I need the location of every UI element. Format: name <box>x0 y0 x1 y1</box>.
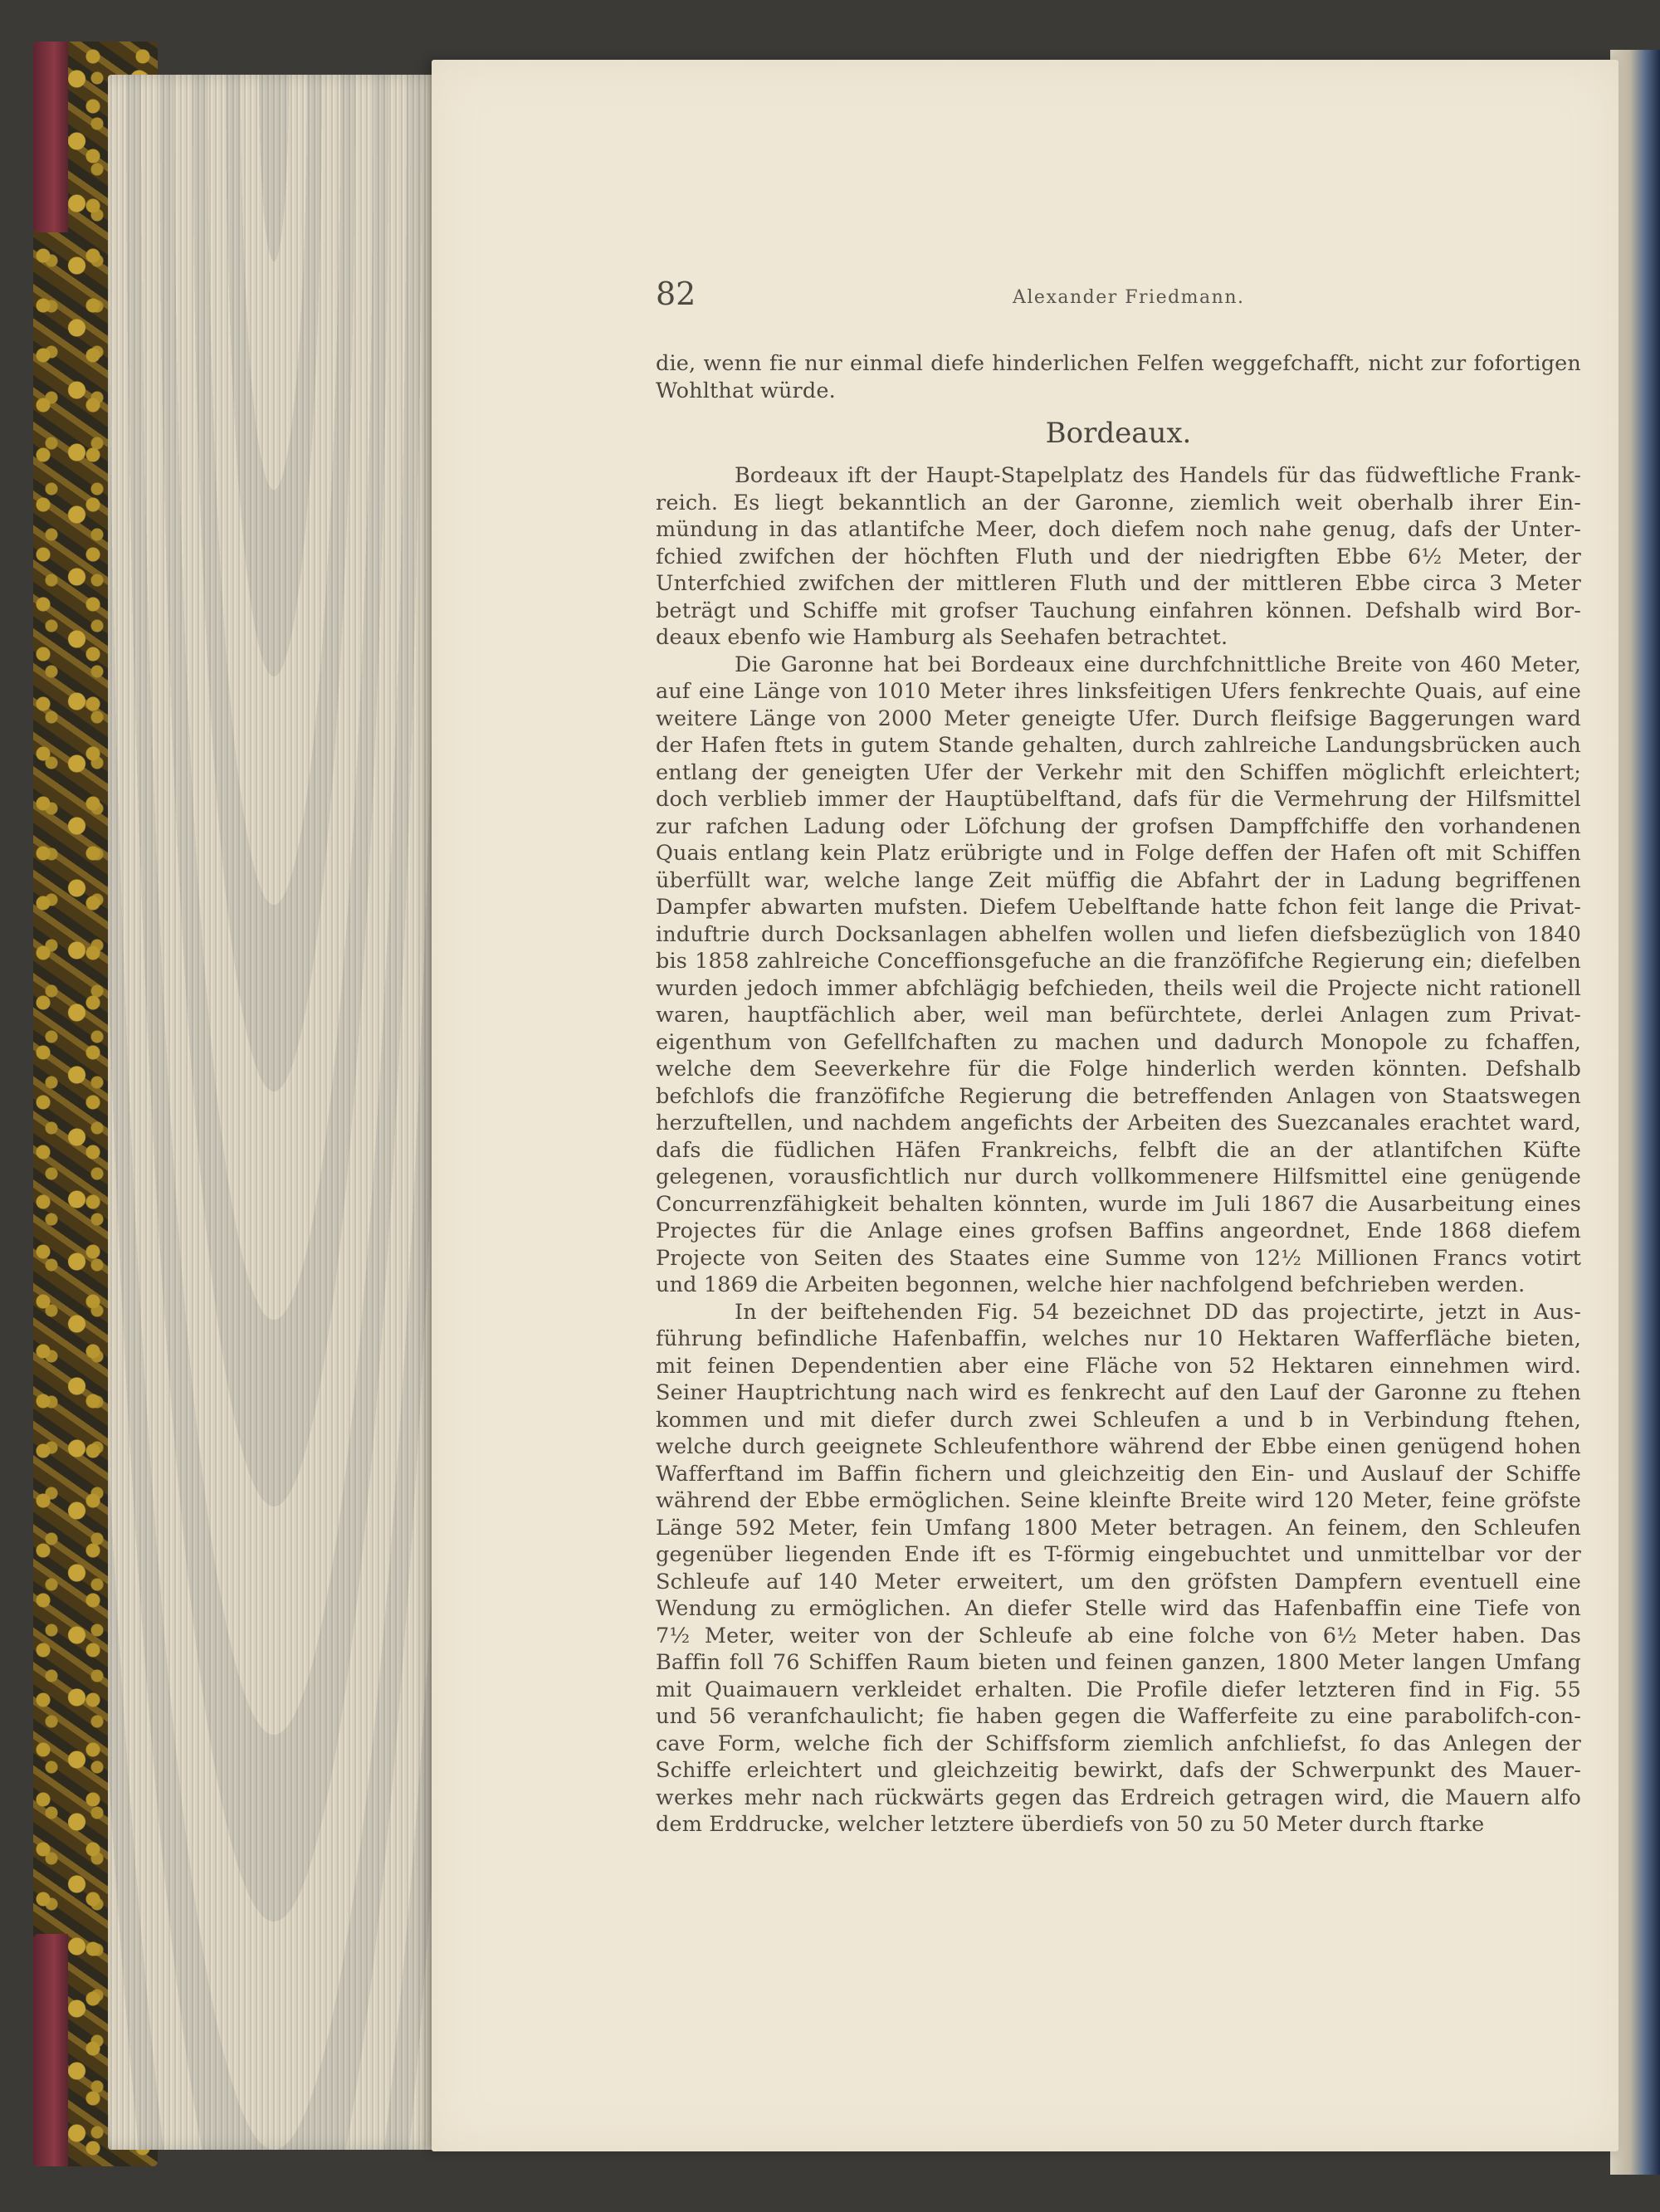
text-line: Unterfchied zwifchen der mittleren Fluth und der mittleren Ebbe circa 3 Meter <box>656 571 1581 596</box>
text-line: welche dem Seeverkehre für die Folge hinderlich werden könnten. Defshalb <box>656 1057 1581 1082</box>
text-line: überfüllt war, welche lange Zeit müffig die Abfahrt der in Ladung begriffenen <box>656 867 1581 893</box>
text-line: Dampfer abwarten mufsten. Diefem Uebelftande hatte fchon feit lange die Privat- <box>656 895 1581 920</box>
text-line: Wendung zu ermöglichen. An diefer Stelle wird das Hafenbaffin eine Tiefe von <box>656 1596 1581 1621</box>
text-line: deaux ebenfo wie Hamburg als Seehafen betrachtet. <box>656 625 1228 650</box>
text-line: dem Erddrucke, welcher letztere überdiefs von 50 zu 50 Meter durch ftarke <box>656 1812 1485 1837</box>
text-line: führung befindliche Hafenbaffin, welches nur 10 Hektaren Wafferfläche bieten, <box>656 1326 1581 1351</box>
text-line: werkes mehr nach rückwärts gegen das Erdreich getragen wird, die Mauern alfo <box>656 1785 1581 1810</box>
spine-corner-top <box>33 42 68 232</box>
text-line: fchied zwifchen der höchften Fluth und der niedrigften Ebbe 6½ Meter, der <box>656 544 1581 569</box>
text-line: mündung in das atlantifche Meer, doch diefem noch nahe genug, dafs der Unter- <box>656 517 1581 542</box>
text-line: 7½ Meter, weiter von der Schleufe ab eine folche von 6½ Meter haben. Das <box>656 1623 1581 1648</box>
text-line: In der beiftehenden Fig. 54 bezeichnet DD das projectirte, jetzt in Aus- <box>735 1299 1581 1325</box>
text-line: Wafferftand im Baffin fichern und gleichzeitig den Ein- und Auslauf der Schiffe <box>656 1461 1581 1487</box>
text-line: induftrie durch Docksanlagen abhelfen wollen und liefen diefsbezüglich von 1840 <box>656 921 1581 947</box>
text-line: Quais entlang kein Platz erübrigte und in Folge deffen der Hafen oft mit Schiffen <box>656 841 1581 866</box>
text-line: Bordeaux ift der Haupt-Stapelplatz des Handels für das füdweftliche Frank- <box>735 463 1581 488</box>
text-line: befchlofs die franzöfifche Regierung die betreffenden Anlagen von Staatswegen <box>656 1083 1581 1109</box>
text-line: zur rafchen Ladung oder Löfchung der grofsen Dampffchiffe den vorhandenen <box>656 813 1581 839</box>
continuation-text <box>656 350 1581 404</box>
section-title: Bordeaux. <box>1045 417 1192 450</box>
text-line: Länge 592 Meter, fein Umfang 1800 Meter betragen. An feinem, den Schleufen <box>656 1515 1581 1541</box>
page-content <box>656 276 1581 1838</box>
text-line: cave Form, welche fich der Schiffsform ziemlich anfchliefst, fo das Anlegen der <box>656 1731 1581 1756</box>
running-head: Alexander Friedmann. <box>1013 287 1245 308</box>
text-line: gegenüber liegenden Ende ift es T-förmig eingebuchtet und unmittelbar vor der <box>656 1542 1581 1567</box>
text-line: Schleufe auf 140 Meter erweitert, um den gröfsten Dampfern eventuell eine <box>656 1569 1581 1594</box>
text-line: welche durch geeignete Schleufenthore während der Ebbe einen genügend hohen <box>656 1434 1581 1459</box>
page-edges <box>108 75 440 2150</box>
body-text <box>656 462 1581 1838</box>
text-line: die, wenn fie nur einmal diefe hinderlichen Felfen weggefchafft, nicht zur fofortigen <box>656 351 1581 376</box>
text-line: Projectes für die Anlage eines grofsen Baffins angeordnet, Ende 1868 diefem <box>656 1218 1581 1243</box>
text-line: bis 1858 zahlreiche Conceffionsgefuche an die franzöfifche Regierung ein; diefelben <box>656 949 1581 974</box>
text-line: herzuftellen, und nachdem angefichts der Arbeiten des Suezcanales erachtet ward, <box>656 1111 1581 1135</box>
text-line: und 56 veranfchaulicht; fie haben gegen die Wafferfeite zu eine parabolifch-con- <box>656 1704 1581 1729</box>
text-line: mit Quaimauern verkleidet erhalten. Die Profile diefer letzteren find in Fig. 55 <box>656 1677 1581 1702</box>
text-line: Projecte von Seiten des Staates eine Summe von 12½ Millionen Francs votirt <box>656 1245 1581 1271</box>
text-line: Wohlthat würde. <box>656 378 836 403</box>
spine-corner-bottom <box>33 1934 68 2166</box>
page-header <box>656 276 1581 350</box>
text-line: wurden jedoch immer abfchlägig befchieden, theils weil die Projecte nicht rationell <box>656 975 1581 1001</box>
text-line: und 1869 die Arbeiten begonnen, welche hier nachfolgend befchrieben werden. <box>656 1272 1526 1297</box>
text-line: weitere Länge von 2000 Meter geneigte Ufer. Durch fleifsige Baggerungen ward <box>656 706 1581 731</box>
page-number: 82 <box>656 276 696 312</box>
paragraph <box>656 652 1581 1299</box>
text-line: der Hafen ftets in gutem Stande gehalten, durch zahlreiche Landungsbrücken auch <box>656 733 1581 758</box>
text-line: Schiffe erleichtert und gleichzeitig bewirkt, dafs der Schwerpunkt des Mauer- <box>656 1758 1581 1783</box>
text-line: Seiner Hauptrichtung nach wird es fenkrecht auf den Lauf der Garonne zu ftehen <box>656 1380 1581 1405</box>
text-line: reich. Es liegt bekanntlich an der Garonne, ziemlich weit oberhalb ihrer Ein- <box>656 490 1581 515</box>
text-line: kommen und mit diefer durch zwei Schleufen a und b in Verbindung ftehen, <box>656 1407 1581 1433</box>
text-line: während der Ebbe ermöglichen. Seine kleinfte Breite wird 120 Meter, feine gröfste <box>656 1488 1581 1513</box>
text-line: auf eine Länge von 1010 Meter ihres linksfeitigen Ufers fenkrechte Quais, auf eine <box>656 679 1581 704</box>
paragraph <box>656 462 1581 652</box>
text-line: waren, hauptfächlich aber, weil man befürchtete, derlei Anlagen zum Privat- <box>656 1003 1581 1028</box>
text-line: entlang der geneigten Ufer der Verkehr mit den Schiffen möglichft erleichtert; <box>656 759 1581 785</box>
paragraph <box>656 1299 1581 1838</box>
text-line: doch verblieb immer der Hauptübelftand, dafs für die Vermehrung der Hilfsmittel <box>656 787 1581 812</box>
text-line: dafs die füdlichen Häfen Frankreichs, felbft die an der atlantifchen Küfte <box>656 1137 1581 1163</box>
book-page <box>432 60 1618 2151</box>
text-line: gelegenen, vorausfichtlich nur durch vollkommenere Hilfsmittel eine genügende <box>656 1165 1581 1189</box>
text-line: Baffin foll 76 Schiffen Raum bieten und feinen ganzen, 1800 Meter langen Umfang <box>656 1650 1581 1675</box>
text-line: Concurrenzfähigkeit behalten könnten, wurde im Juli 1867 die Ausarbeitung eines <box>656 1191 1581 1217</box>
text-line: mit feinen Dependentien aber eine Fläche von 52 Hektaren einnehmen wird. <box>656 1353 1581 1379</box>
text-line: beträgt und Schiffe mit grofser Tauchung einfahren können. Defshalb wird Bor- <box>656 598 1581 623</box>
text-line: eigenthum von Gefellfchaften zu machen und dadurch Monopole zu fchaffen, <box>656 1029 1581 1055</box>
text-line: Die Garonne hat bei Bordeaux eine durchfchnittliche Breite von 460 Meter, <box>735 652 1581 677</box>
